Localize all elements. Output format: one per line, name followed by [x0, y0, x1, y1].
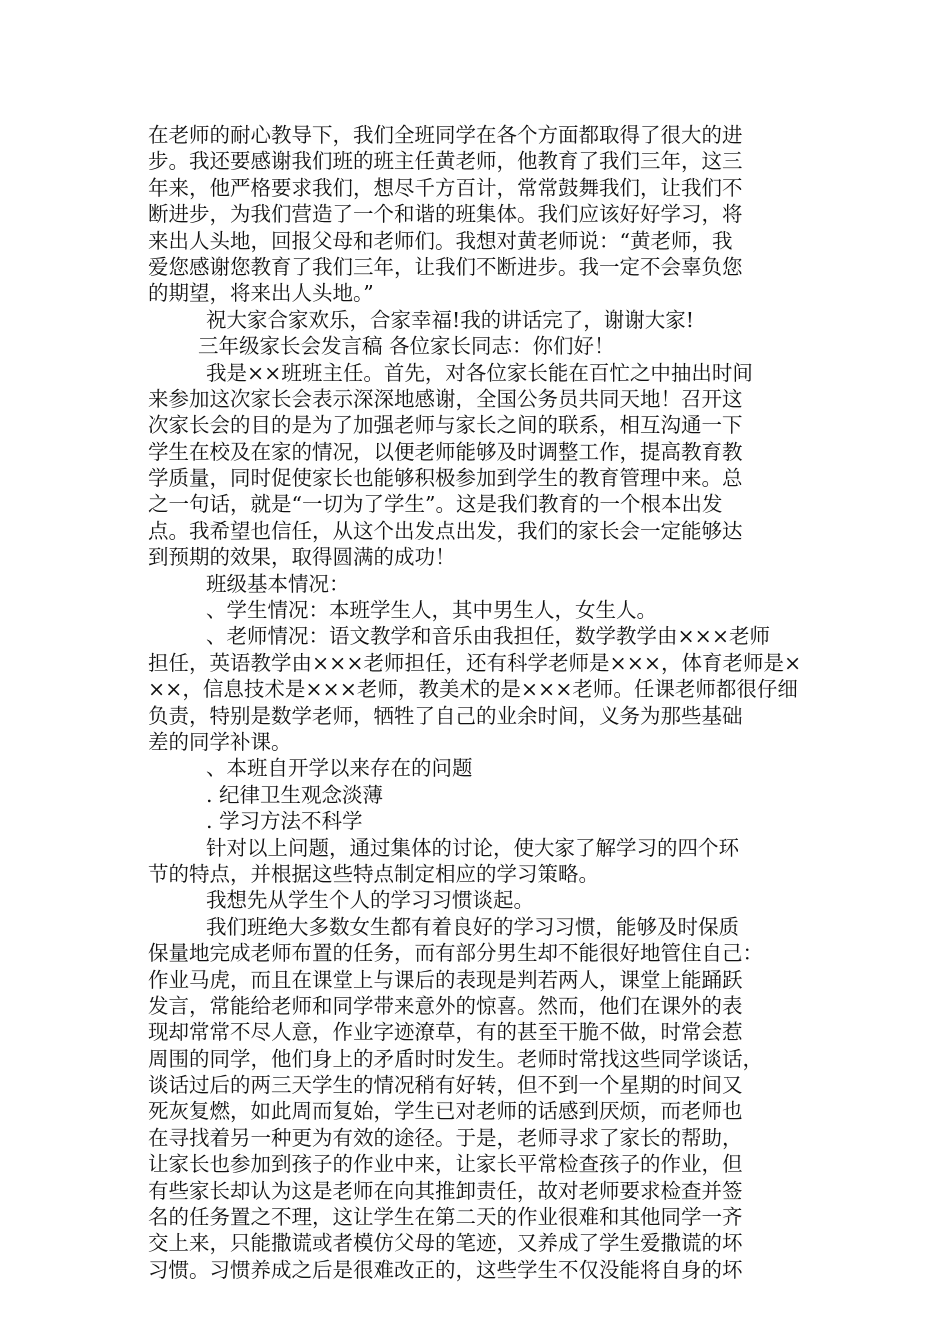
text-line: . 纪律卫生观念淡薄 — [206, 782, 384, 807]
text-line: 祝大家合家欢乐，合家幸福!我的讲话完了，谢谢大家! — [206, 307, 694, 332]
text-line: 作业马虎，而且在课堂上与课后的表现是判若两人，课堂上能踊跃 — [148, 967, 743, 992]
text-line: 保量地完成老师布置的任务，而有部分男生却不能很好地管住自己： — [148, 941, 763, 966]
text-line: 步。我还要感谢我们班的班主任黄老师，他教育了我们三年，这三 — [148, 149, 743, 174]
text-line: 有些家长却认为这是老师在向其推卸责任，故对老师要求检查并签 — [148, 1178, 743, 1203]
text-line: 差的同学补课。 — [148, 729, 292, 754]
text-line: 的期望，将来出人头地。” — [148, 281, 374, 306]
text-line: 我们班绝大多数女生都有着良好的学习习惯，能够及时保质 — [206, 914, 739, 939]
text-line: 让家长也参加到孩子的作业中来，让家长平常检查孩子的作业，但 — [148, 1152, 743, 1177]
text-line: 习惯。习惯养成之后是很难改正的，这些学生不仅没能将自身的坏 — [148, 1257, 743, 1282]
text-line: 三年级家长会发言稿 各位家长同志：你们好！ — [198, 334, 615, 359]
text-line: 到预期的效果，取得圆满的成功！ — [148, 545, 456, 570]
text-line: 之一句话，就是“一切为了学生”。这是我们教育的一个根本出发 — [148, 492, 723, 517]
text-line: . 学习方法不科学 — [206, 809, 363, 834]
text-line: 针对以上问题，通过集体的讨论，使大家了解学习的四个环 — [206, 835, 739, 860]
text-line: 名的任务置之不理，这让学生在第二天的作业很难和其他同学一齐 — [148, 1205, 743, 1230]
text-line: 学生在校及在家的情况，以便老师能够及时调整工作，提高教育教 — [148, 439, 743, 464]
text-line: 我是××班班主任。首先，对各位家长能在百忙之中抽出时间 — [206, 360, 753, 385]
text-line: 学质量，同时促使家长也能够积极参加到学生的教育管理中来。总 — [148, 466, 743, 491]
text-line: 在老师的耐心教导下，我们全班同学在各个方面都取得了很大的进 — [148, 123, 743, 147]
text-line: 在寻找着另一种更为有效的途径。于是，老师寻求了家长的帮助， — [148, 1125, 743, 1150]
text-line: 负责，特别是数学老师，牺牲了自己的业余时间，义务为那些基础 — [148, 703, 743, 728]
text-line: 爱您感谢您教育了我们三年，让我们不断进步。我一定不会辜负您 — [148, 254, 743, 279]
text-line: 周围的同学，他们身上的矛盾时时发生。老师时常找这些同学谈话， — [148, 1046, 763, 1071]
text-line: 班级基本情况： — [206, 571, 350, 596]
text-line: 来参加这次家长会表示深深地感谢，全国公务员共同天地！召开这 — [148, 386, 743, 411]
text-line: 、学生情况：本班学生人，其中男生人，女生人。 — [206, 598, 657, 623]
text-line: 点。我希望也信任，从这个出发点出发，我们的家长会一定能够达 — [148, 518, 743, 543]
text-line: 节的特点，并根据这些特点制定相应的学习策略。 — [148, 861, 599, 886]
text-line: 现却常常不尽人意，作业字迹潦草，有的甚至干脆不做，时常会惹 — [148, 1020, 743, 1045]
text-line: 死灰复燃，如此周而复始，学生已对老师的话感到厌烦，而老师也 — [148, 1099, 743, 1124]
text-line: 、老师情况：语文教学和音乐由我担任，数学教学由×××老师 — [206, 624, 771, 649]
text-line: ××，信息技术是×××老师，教美术的是×××老师。任课老师都很仔细 — [148, 677, 798, 702]
text-line: 担任，英语教学由×××老师担任，还有科学老师是×××，体育老师是× — [148, 650, 802, 675]
text-line: 、本班自开学以来存在的问题 — [206, 756, 473, 781]
body-text — [148, 122, 828, 1283]
text-line: 我想先从学生个人的学习习惯谈起。 — [206, 888, 534, 913]
text-line: 年来，他严格要求我们，想尽千方百计，常常鼓舞我们，让我们不 — [148, 175, 743, 200]
text-line: 交上来，只能撒谎或者模仿父母的笔迹，又养成了学生爱撒谎的坏 — [148, 1231, 743, 1256]
text-line: 断进步，为我们营造了一个和谐的班集体。我们应该好好学习，将 — [148, 202, 743, 227]
text-line: 谈话过后的两三天学生的情况稍有好转，但不到一个星期的时间又 — [148, 1073, 743, 1098]
text-line: 次家长会的目的是为了加强老师与家长之间的联系，相互沟通一下 — [148, 413, 743, 438]
text-line: 来出人头地，回报父母和老师们。我想对黄老师说：“黄老师，我 — [148, 228, 733, 253]
text-line: 发言，常能给老师和同学带来意外的惊喜。然而，他们在课外的表 — [148, 993, 743, 1018]
